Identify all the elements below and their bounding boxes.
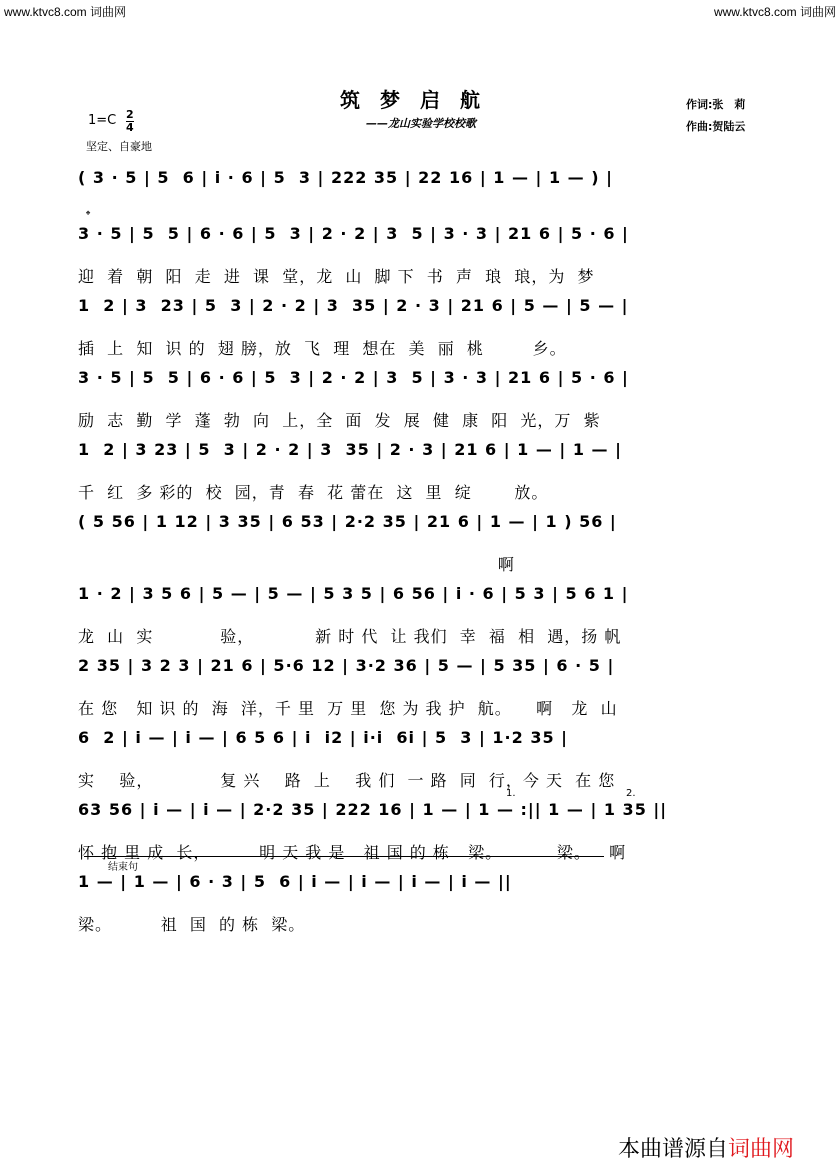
- notes-line-4: 3 · 5 | 5 5 | 6 · 6 | 5 3 | 2 · 2 | 3 5 | 3 · 3 | 21 6 | 5 · 6 |: [78, 368, 629, 387]
- time-signature: 2 4: [126, 108, 134, 134]
- ending-phrase-label: 结束句: [108, 862, 138, 873]
- lyrics-line-4: 励 志 勤 学 蓬 勃 向 上，全 面 发 展 健 康 阳 光，万 紫: [78, 411, 601, 430]
- lyrics-line-10: 怀 抱 里 成 长， 明 天 我 是 祖 国 的 栋 梁。 梁。 啊: [78, 843, 627, 862]
- notes-line-3: 1 2 | 3 23 | 5 3 | 2 · 2 | 3 35 | 2 · 3 | 21 6 | 5 — | 5 — |: [78, 296, 629, 315]
- footer-brand: 词曲网: [728, 1137, 795, 1162]
- second-ending-mark: 2.: [626, 788, 636, 799]
- notes-line-6: ( 5 56 | 1 12 | 3 35 | 6 53 | 2·2 35 | 21 6 | 1 — | 1 ) 56 |: [78, 512, 617, 531]
- song-subtitle: ——龙山实验学校校歌: [366, 117, 476, 130]
- lyrics-line-11: 梁。 祖 国 的 栋 梁。: [78, 915, 306, 934]
- key-signature: 1=C: [88, 113, 117, 128]
- tempo-marking: 坚定、自豪地: [86, 140, 152, 153]
- notes-line-2: 3 · 5 | 5 5 | 6 · 6 | 5 3 | 2 · 2 | 3 5 | 3 · 3 | 21 6 | 5 · 6 |: [78, 224, 629, 243]
- lyrics-line-8: 在 您 知 识 的 海 洋，千 里 万 里 您 为 我 护 航。 啊 龙 山: [78, 699, 618, 718]
- lyrics-line-6: 啊: [78, 555, 515, 574]
- song-title: 筑梦启航: [340, 88, 500, 112]
- notes-line-7: 1 · 2 | 3 5 6 | 5 — | 5 — | 5 3 5 | 6 56 | i · 6 | 5 3 | 5 6 1 |: [78, 584, 629, 603]
- ending-bracket: [84, 856, 604, 857]
- notes-line-8: 2 35 | 3 2 3 | 21 6 | 5·6 12 | 3·2 36 | 5 — | 5 35 | 6 · 5 |: [78, 656, 615, 675]
- watermark-right: www.ktvc8.com 词曲网: [713, 5, 836, 19]
- notes-line-10: 63 56 | i — | i — | 2·2 35 | 222 16 | 1 — | 1 — :|| 1 — | 1 35 ||: [78, 800, 668, 819]
- watermark-left: www.ktvc8.com 词曲网: [4, 5, 127, 19]
- notes-line-11: 1 — | 1 — | 6 · 3 | 5 6 | i — | i — | i — | i — ||: [78, 872, 512, 891]
- coda-icon: 𝄌: [86, 208, 91, 222]
- notes-line-1: ( 3 · 5 | 5 6 | i · 6 | 5 3 | 222 35 | 22 16 | 1 — | 1 — ) |: [78, 168, 613, 187]
- lyricist: 作词:张 莉: [686, 98, 746, 111]
- lyrics-line-3: 插 上 知 识 的 翅 膀，放 飞 理 想在 美 丽 桃 乡。: [78, 339, 567, 358]
- lyrics-line-7: 龙 山 实 验， 新 时 代 让 我们 幸 福 相 遇，扬 帆: [78, 627, 622, 646]
- footer-text: 本曲谱源自: [618, 1137, 729, 1162]
- composer: 作曲:贺陆云: [686, 120, 746, 133]
- footer-source: [618, 1132, 794, 1163]
- lyrics-line-9: 实 验， 复 兴 路 上 我 们 一 路 同 行，今 天 在 您: [78, 771, 616, 790]
- first-ending-mark: 1.: [506, 788, 516, 799]
- notes-line-5: 1 2 | 3 23 | 5 3 | 2 · 2 | 3 35 | 2 · 3 | 21 6 | 1 — | 1 — |: [78, 440, 622, 459]
- notes-line-9: 6 2 | i — | i — | 6 5 6 | i i2 | i·i 6i | 5 3 | 1·2 35 |: [78, 728, 568, 747]
- lyrics-line-2: 迎 着 朝 阳 走 进 课 堂，龙 山 脚 下 书 声 琅 琅，为 梦: [78, 267, 595, 286]
- lyrics-line-5: 千 红 多 彩的 校 园，青 春 花 蕾在 这 里 绽 放。: [78, 483, 549, 502]
